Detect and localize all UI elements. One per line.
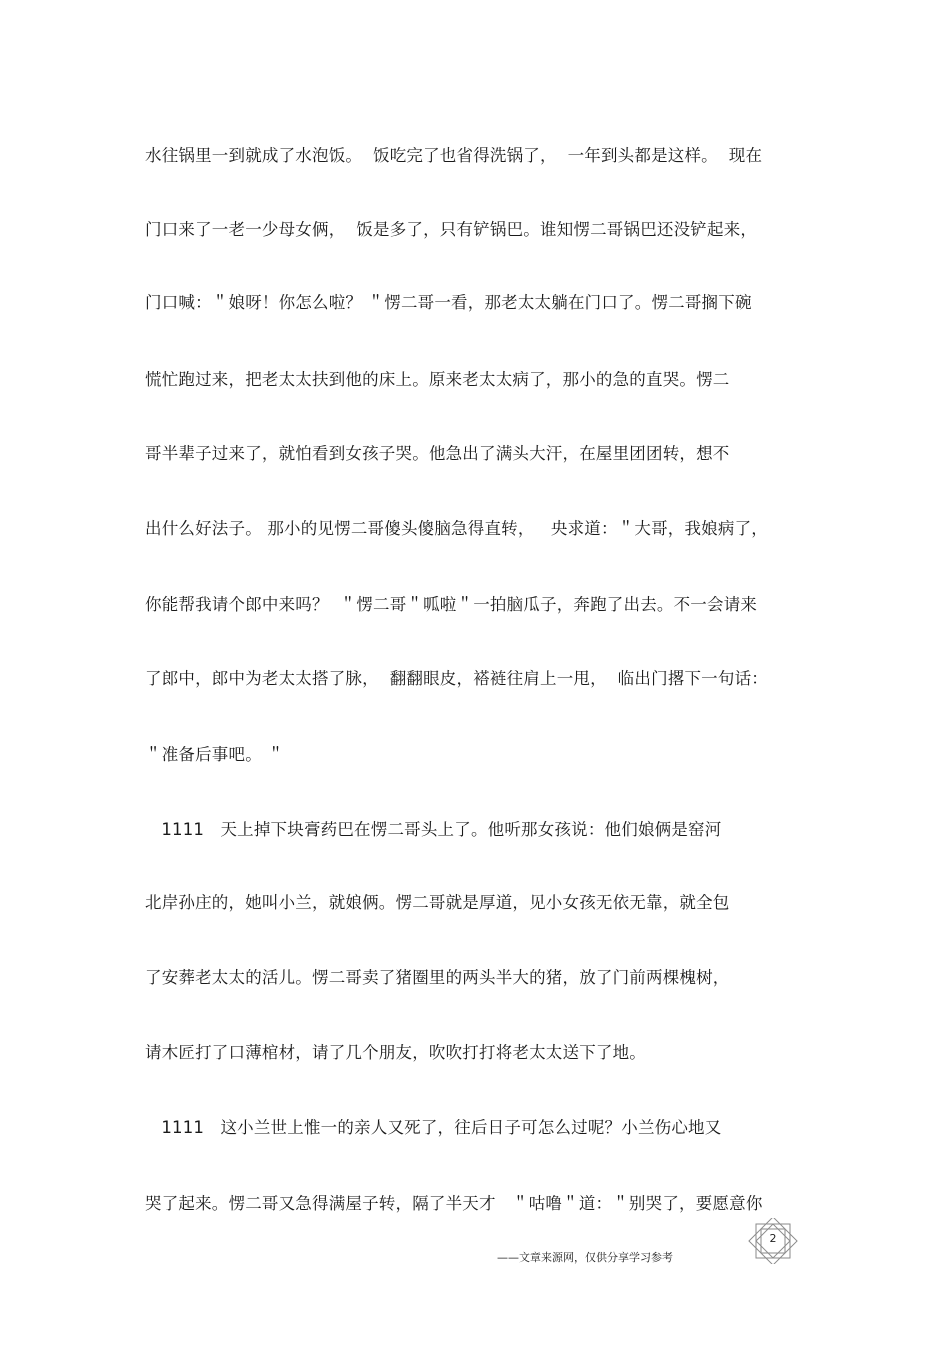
text-line: 慌忙跑过来，把老太太扶到他的床上。原来老太太病了，那小的急的直哭。愣二	[145, 370, 730, 389]
text-line: 出什么好法子。 那小的见愣二哥傻头傻脑急得直转， 央求道：＂大哥，我娘病了，	[145, 519, 768, 538]
text-line: 门口来了一老一少母女俩， 饭是多了，只有铲锅巴。谁知愣二哥锅巴还没铲起来，	[145, 220, 758, 239]
text-line: 门口喊：＂娘呀！你怎么啦？ ＂愣二哥一看，那老太太躺在门口了。愣二哥搁下碗	[145, 293, 752, 312]
text-line: 哭了起来。愣二哥又急得满屋子转，隔了半天才 ＂咕噜＂道：＂别哭了，要愿意你	[145, 1194, 763, 1213]
text-line: 哥半辈子过来了，就怕看到女孩子哭。他急出了满头大汗，在屋里团团转，想不	[145, 444, 730, 463]
text-line: 1111 天上掉下块膏药巴在愣二哥头上了。他听那女孩说：他们娘俩是窑河	[145, 820, 722, 839]
text-line: 了安葬老太太的活儿。愣二哥卖了猪圈里的两头半大的猪，放了门前两棵槐树，	[145, 968, 730, 987]
text-line: 水往锅里一到就成了水泡饭。 饭吃完了也省得洗锅了， 一年到头都是这样。 现在	[145, 146, 763, 165]
page-number: 2	[769, 1232, 777, 1245]
text-line: 请木匠打了口薄棺材，请了几个朋友，吹吹打打将老太太送下了地。	[145, 1043, 646, 1062]
text-line: 你能帮我请个郎中来吗？ ＂愣二哥＂呱啦＂一拍脑瓜子，奔跑了出去。不一会请来	[145, 595, 758, 614]
page-number-badge	[748, 1218, 798, 1264]
text-line: 1111 这小兰世上惟一的亲人又死了，往后日子可怎么过呢？小兰伤心地又	[145, 1118, 722, 1137]
text-line: ＂准备后事吧。 ＂	[145, 745, 285, 764]
source-footer-note: ——文章来源网，仅供分享学习参考	[497, 1251, 673, 1264]
text-line: 北岸孙庄的，她叫小兰，就娘俩。愣二哥就是厚道，见小女孩无依无靠，就全包	[145, 893, 730, 912]
text-line: 了郎中，郎中为老太太搭了脉， 翻翻眼皮，褡裢往肩上一甩， 临出门撂下一句话：	[145, 669, 768, 688]
